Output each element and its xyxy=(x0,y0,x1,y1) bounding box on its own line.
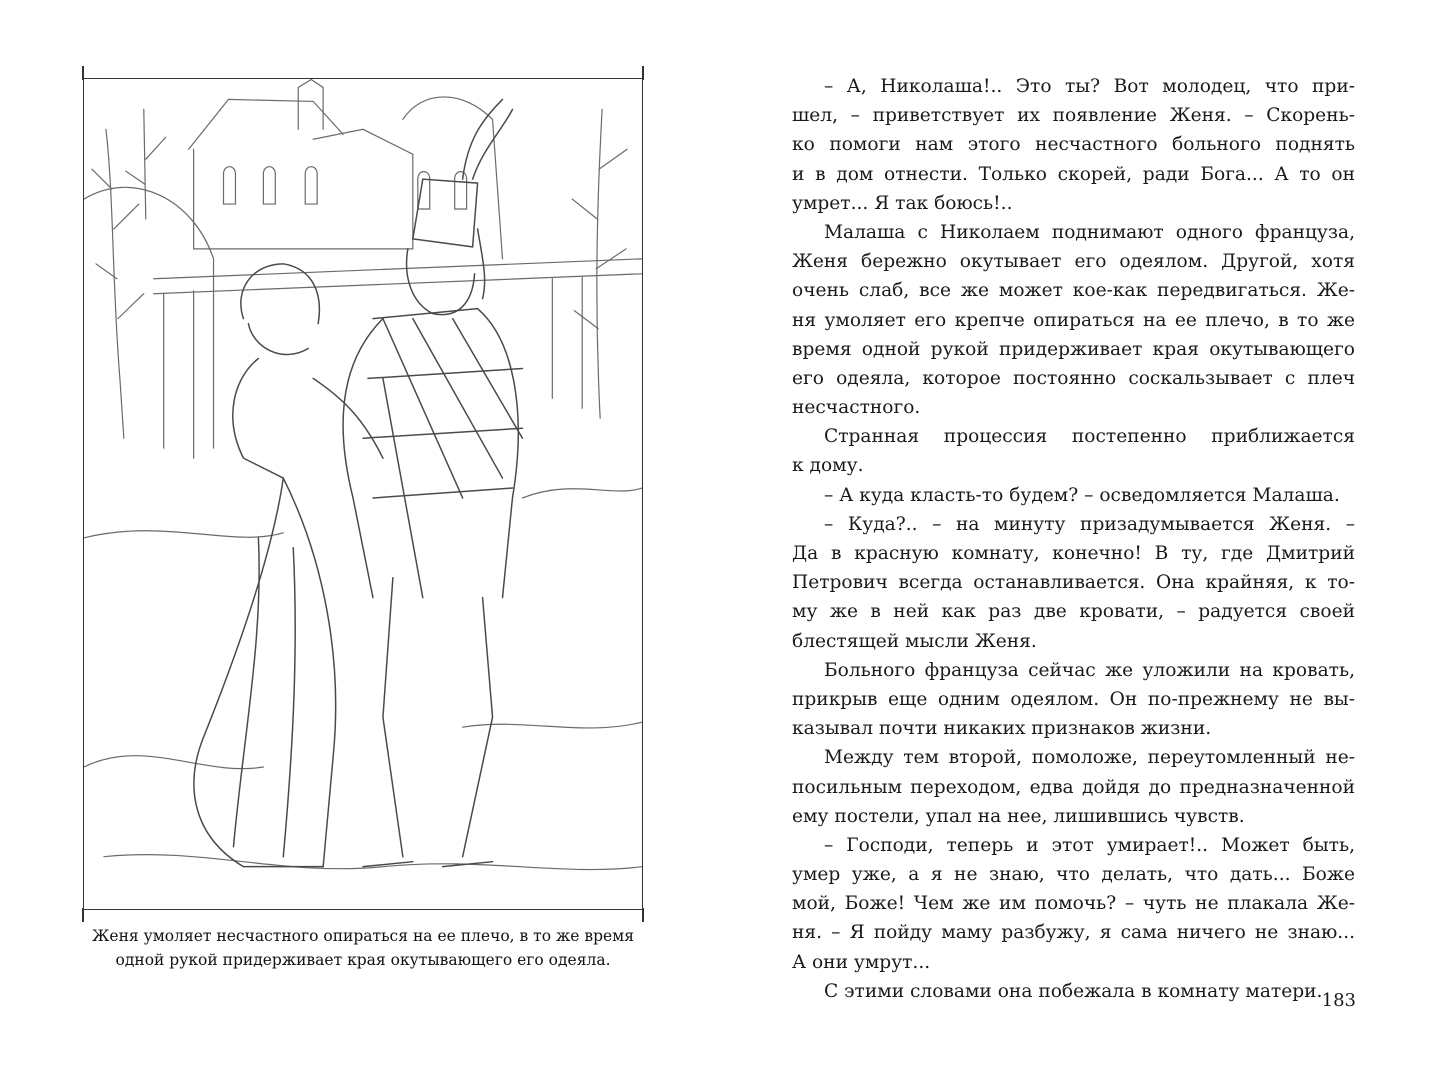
text-line: и в дом отнести. Только скорей, ради Бога... А то он xyxy=(792,163,1355,185)
text-line: му же в ней как раз две кровати, – радуется своей xyxy=(792,601,1355,623)
text-line: А они умрут... xyxy=(792,951,931,973)
text-line: Между тем второй, помоложе, переутомленный не- xyxy=(824,747,1355,769)
crop-mark-bottom xyxy=(82,908,84,922)
text-line: – А, Николаша!.. Это ты? Вот молодец, что при- xyxy=(824,76,1355,97)
text-line: посильным переходом, едва дойдя до предназначенной xyxy=(792,776,1355,798)
text-line: казывал почти никаких признаков жизни. xyxy=(792,718,1212,740)
text-line: Больного француза сейчас же уложили на кровать, xyxy=(824,659,1355,681)
right-page xyxy=(719,0,1439,1080)
text-line: – А куда класть-то будем? – осведомляется Малаша. xyxy=(824,484,1340,506)
text-line: ня умоляет его крепче опираться на ее плечо, в то же xyxy=(792,309,1355,331)
text-line: ня. – Я пойду маму разбужу, я сама ничего не знаю... xyxy=(792,922,1355,944)
text-line: умрет... Я так боюсь!.. xyxy=(792,192,1013,214)
text-line: блестящей мысли Женя. xyxy=(792,630,1037,652)
left-page xyxy=(0,0,719,1080)
text-line: к дому. xyxy=(792,455,864,477)
text-line: несчастного. xyxy=(792,397,921,419)
illustration-caption xyxy=(83,924,643,972)
text-line: его одеяла, которое постоянно соскальзывает с плеч xyxy=(792,367,1355,389)
text-line: Женя бережно окутывает его одеялом. Другой, хотя xyxy=(792,251,1355,273)
pencil-sketch xyxy=(84,79,642,909)
text-line: Странная процессия постепенно приближается xyxy=(824,426,1355,448)
text-line: прикрыв еще одним одеялом. Он по-прежнему не вы- xyxy=(792,688,1355,710)
crop-mark-bottom-right xyxy=(642,908,644,922)
text-line: Малаша с Николаем поднимают одного француза, xyxy=(824,221,1355,243)
page-number: 183 xyxy=(1321,990,1356,1011)
text-line: ко помоги нам этого несчастного больного поднять xyxy=(792,134,1355,156)
text-line: очень слаб, все же может кое-как передвигаться. Же- xyxy=(792,280,1355,302)
caption-line-1: Женя умоляет несчастного опираться на ее плечо, в то же время xyxy=(91,927,634,945)
text-line: – Господи, теперь и этот умирает!.. Может быть, xyxy=(824,834,1355,856)
caption-line-2: одной рукой придерживает края окутывающего его одеяла. xyxy=(115,951,611,969)
text-line: Петрович всегда останавливается. Она крайняя, к то- xyxy=(792,572,1355,594)
text-line: мой, Боже! Чем же им помочь? – чуть не плакала Же- xyxy=(792,893,1355,915)
text-line: – Куда?.. – на минуту призадумывается Женя. – xyxy=(824,513,1355,535)
text-line: ему постели, упал на нее, лишившись чувств. xyxy=(792,805,1245,827)
illustration xyxy=(83,78,643,910)
text-line: шел, – приветствует их появление Женя. – Скорень- xyxy=(792,105,1355,127)
text-line: С этими словами она побежала в комнату матери. xyxy=(824,980,1323,1002)
body-text xyxy=(792,72,1355,1006)
text-line: время одной рукой придерживает края окутывающего xyxy=(792,338,1355,360)
text-line: Да в красную комнату, конечно! В ту, где Дмитрий xyxy=(792,543,1355,564)
text-line: умер уже, а я не знаю, что делать, что дать... Боже xyxy=(792,864,1355,886)
